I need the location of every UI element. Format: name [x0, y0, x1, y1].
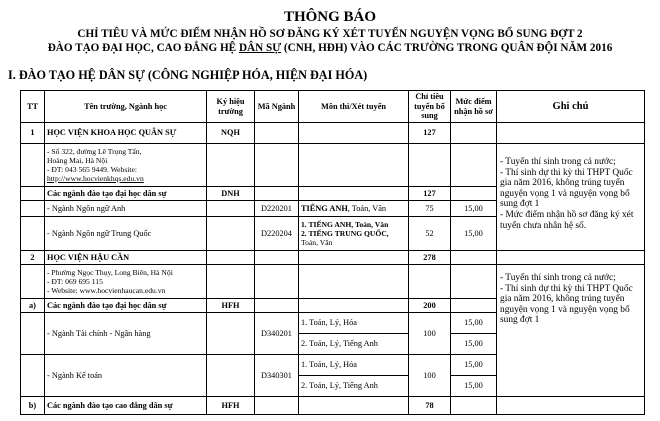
subtitle-line2-pre: ĐÀO TẠO ĐẠI HỌC, CAO ĐẲNG HỆ [47, 42, 239, 54]
major-code: D220201 [255, 201, 299, 217]
row-tt: a) [21, 299, 45, 313]
major-score: 15,00 [451, 217, 497, 251]
note-line: - Thí sinh dự thi kỳ thi THPT Quốc gia năm 2016, không trúng tuyển nguyện vọng 1 và nguyện vọng bổ sung đợt 1 [500, 167, 633, 210]
school-address [45, 144, 207, 187]
group-name: Các ngành đào tạo đại học dân sự [45, 187, 207, 201]
group-code: HFH [207, 397, 255, 415]
website-link[interactable]: http://www.hocvienkhqs.edu.vn [47, 174, 144, 183]
school-code: NQH [207, 123, 255, 144]
group-name: Các ngành đào tạo đại học dân sự [45, 299, 207, 313]
major-subjects: 1. TIẾNG ANH, Toán, Văn 2. TIẾNG TRUNG QUỐC, Toán, Văn [299, 217, 409, 251]
col-header-subjects: Môn thi/Xét tuyển [299, 91, 409, 123]
table-row [21, 397, 645, 415]
major-code: D220204 [255, 217, 299, 251]
table-header-row [21, 91, 645, 123]
school1-notes [497, 144, 645, 251]
col-header-school: Tên trường, Ngành học [45, 91, 207, 123]
school-quota: 278 [409, 251, 451, 265]
phone-line: - ĐT: 069 695 115 [47, 277, 103, 286]
col-header-code: Ký hiệu trường [207, 91, 255, 123]
major-subjects: 1. Toán, Lý, Hóa 2. Toán, Lý, Tiếng Anh [299, 313, 409, 355]
subtitle-line2-underlined: DÂN SỰ [238, 42, 282, 54]
major-score: 15,00 15,00 [451, 355, 497, 397]
group-name: Các ngành đào tạo cao đẳng dân sự [45, 397, 207, 415]
address-line: - Số 322, đường Lê Trọng Tấn, [47, 147, 142, 156]
school-name: HỌC VIỆN KHOA HỌC QUÂN SỰ [45, 123, 207, 144]
major-code: D340201 [255, 313, 299, 355]
phone-line: - ĐT: 043 565 9449. Website: [47, 165, 137, 174]
group-code: DNH [207, 187, 255, 201]
major-score: 15,00 15,00 [451, 313, 497, 355]
address-line: Hoàng Mai, Hà Nội [47, 156, 108, 165]
website-link[interactable]: - Website: www.hocvienhaucan.edu.vn [47, 286, 166, 295]
school-address [45, 265, 207, 299]
admission-table [20, 90, 645, 415]
notice-title: THÔNG BÁO [283, 9, 377, 25]
group-quota: 127 [409, 187, 451, 201]
major-name: - Ngành Kế toán [45, 355, 207, 397]
major-score: 15,00 [451, 201, 497, 217]
note-line: - Tuyển thí sinh trong cả nước; [500, 273, 616, 283]
subtitle-line2-post: (CNH, HĐH) VÀO CÁC TRƯỜNG TRONG QUÂN ĐỘI NĂM 2016 [281, 42, 613, 54]
note-line: - Mức điểm nhận hồ sơ đăng ký xét tuyển chưa nhân hệ số. [500, 209, 634, 231]
note-line: - Tuyển thí sinh trong cả nước; [500, 157, 616, 167]
school-name: HỌC VIỆN HẬU CẦN [45, 251, 207, 265]
col-header-tt: TT [21, 91, 45, 123]
row-tt: 1 [21, 123, 45, 144]
major-name: - Ngành Tài chính - Ngân hàng [45, 313, 207, 355]
major-name: - Ngành Ngôn ngữ Anh [45, 201, 207, 217]
notice-subtitle-line1: CHỈ TIÊU VÀ MỨC ĐIỂM NHẬN HỒ SƠ ĐĂNG KÝ XÉT TUYỂN NGUYỆN VỌNG BỔ SUNG ĐỢT 2 [77, 28, 583, 40]
school-quota: 127 [409, 123, 451, 144]
major-quota: 100 [409, 355, 451, 397]
table-row [21, 251, 645, 265]
table-row [21, 265, 645, 299]
group-code: HFH [207, 299, 255, 313]
table-row [21, 144, 645, 187]
major-code: D340301 [255, 355, 299, 397]
row-tt: b) [21, 397, 45, 415]
major-quota: 75 [409, 201, 451, 217]
major-subjects: 1. Toán, Lý, Hóa 2. Toán, Lý, Tiếng Anh [299, 355, 409, 397]
col-header-note: Ghi chú [497, 91, 645, 123]
major-name: - Ngành Ngôn ngữ Trung Quốc [45, 217, 207, 251]
major-subjects: TIẾNG ANH, Toán, Văn [299, 201, 409, 217]
notice-subtitle-line2 [0, 42, 660, 54]
address-line: - Phường Ngọc Thụy, Long Biên, Hà Nội [47, 268, 173, 277]
col-header-major-code: Mã Ngành [255, 91, 299, 123]
group-quota: 78 [409, 397, 451, 415]
col-header-score: Mức điểm nhận hồ sơ [451, 91, 497, 123]
section-title: I. ĐÀO TẠO HỆ DÂN SỰ (CÔNG NGHIỆP HÓA, HIỆN ĐẠI HÓA) [8, 68, 368, 82]
col-header-quota: Chỉ tiêu tuyển bổ sung [409, 91, 451, 123]
major-quota: 100 [409, 313, 451, 355]
table-row [21, 123, 645, 144]
note-line: - Thí sinh dự thi kỳ thi THPT Quốc gia năm 2016, không trúng tuyển nguyện vọng 1 và nguyện vọng bổ sung đợt 1 [500, 283, 633, 326]
group-quota: 200 [409, 299, 451, 313]
row-tt: 2 [21, 251, 45, 265]
major-quota: 52 [409, 217, 451, 251]
school2-notes [497, 265, 645, 397]
